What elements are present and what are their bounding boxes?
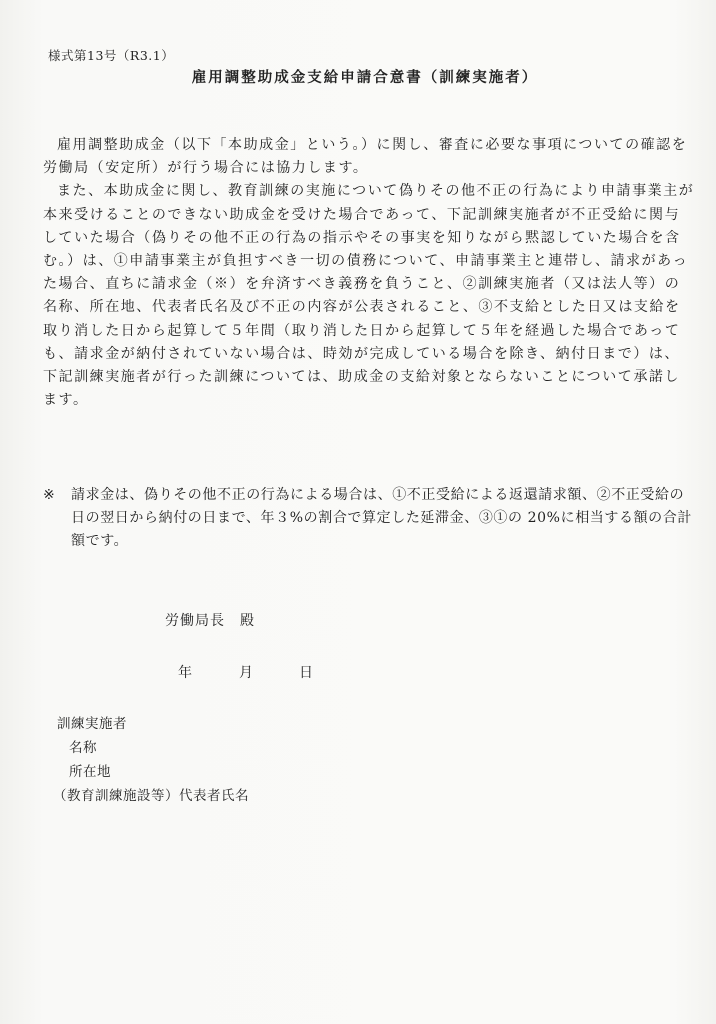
note-text: 請求金は、偽りその他不正の行為による場合は、①不正受給による返還請求額、②不正受給の日の翌日から納付の日まで、年３%の割合で算定した延滞金、③①の 20%に相当する額の合計額です。 bbox=[71, 487, 692, 550]
form-number: 様式第13号（R3.1） bbox=[48, 48, 175, 63]
date-month-label: 月 bbox=[239, 665, 253, 681]
signer-representative-label: （教育訓練施設等）代表者氏名 bbox=[53, 788, 249, 804]
paragraph-consent-review: 雇用調整助成金（以下「本助成金」という。）に関し、審査に必要な事項についての確認を労働局（安定所）が行う場合には協力します。 bbox=[43, 137, 688, 177]
signer-block bbox=[53, 712, 249, 808]
note bbox=[43, 484, 695, 554]
note-mark: ※ bbox=[43, 487, 56, 503]
signer-heading: 訓練実施者 bbox=[57, 716, 127, 732]
date-year-label: 年 bbox=[178, 665, 192, 681]
document-title: 雇用調整助成金支給申請合意書（訓練実施者） bbox=[191, 69, 539, 86]
addressee: 労働局長 殿 bbox=[165, 613, 255, 629]
date-day-label: 日 bbox=[299, 665, 313, 681]
body-text bbox=[43, 134, 695, 412]
paragraph-liability: また、本助成金に関し、教育訓練の実施について偽りその他不正の行為により申請事業主が本来受けることのできない助成金を受けた場合であって、下記訓練実施者が不正受給に関与していた場合（偽りその他不正の行為の指示やその事実を知りながら黙認していた場合を含む。）は、①申請事業主が負担すべき一切の債務について、申請事業主と連帯し、請求があった場合、直ちに請求金（※）を弁済すべき義務を負うこと、②訓練実施者（又は法人等）の名称、所在地、代表者氏名及び不正の内容が公表されること、③不支給とした日又は支給を取り消した日から起算して５年間（取り消した日から起算して５年を経過した場合であっても、請求金が納付されていない場合は、時効が完成している場合を除き、納付日まで）は、下記訓練実施者が行った訓練については、助成金の支給対象とならないことについて承諾します。 bbox=[43, 183, 695, 409]
signer-name-label: 名称 bbox=[69, 740, 97, 756]
signer-address-label: 所在地 bbox=[69, 764, 111, 780]
